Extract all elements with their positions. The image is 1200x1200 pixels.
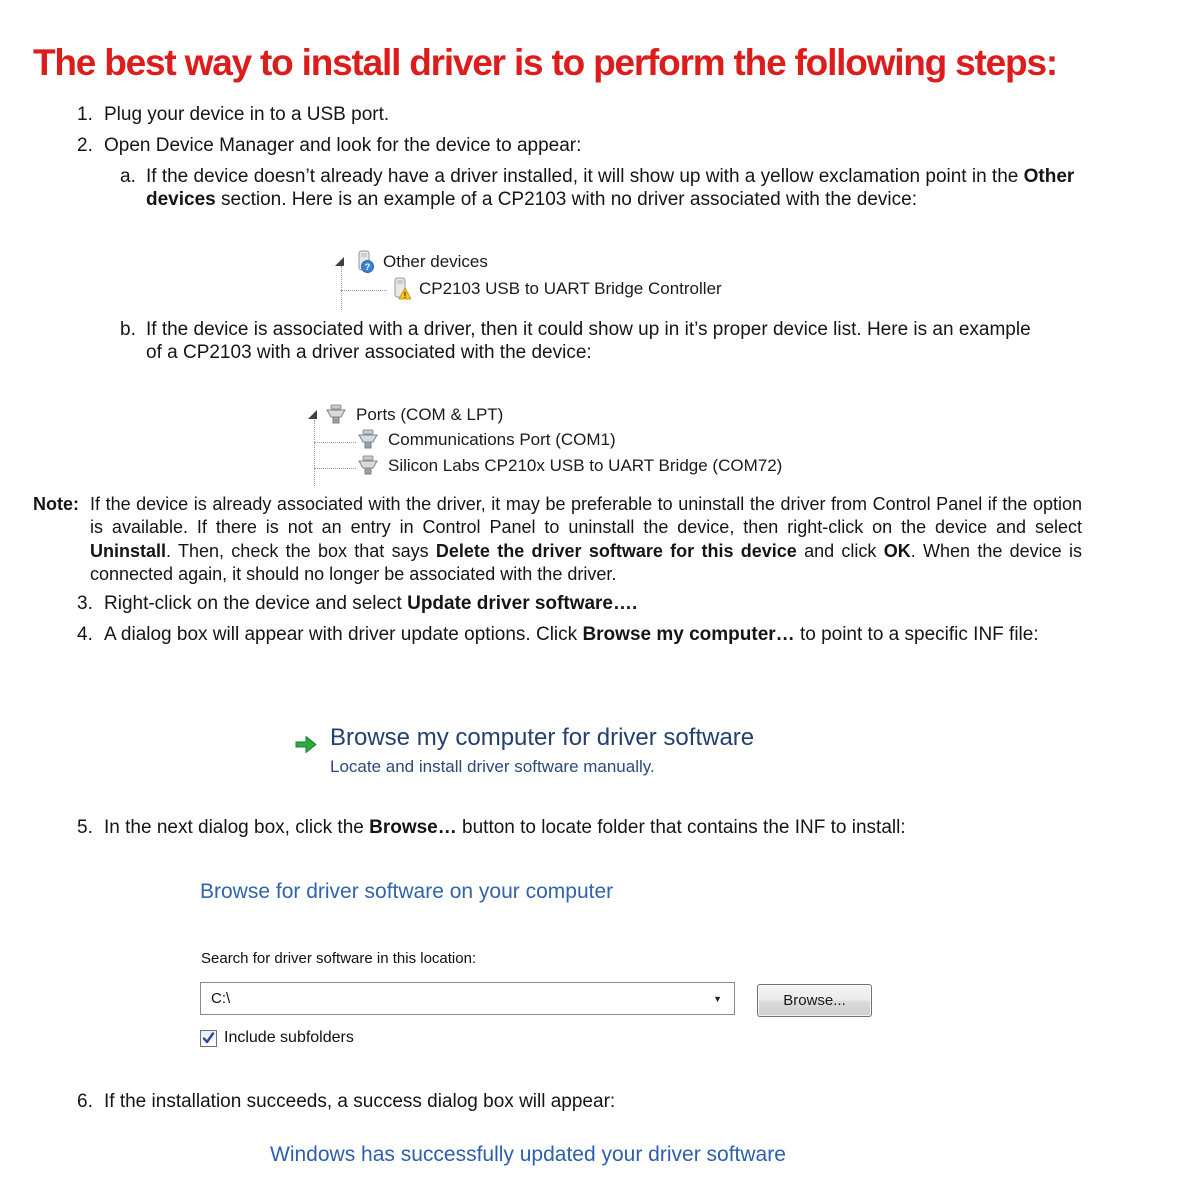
note-block [0,493,1200,587]
step-text [104,623,1084,646]
include-subfolders-label[interactable]: Include subfolders [224,1029,354,1046]
warning-device-icon [387,277,411,301]
include-subfolders-row[interactable] [200,1029,354,1047]
step-text-bold: Update driver software…. [407,593,638,614]
step-text: If the installation succeeds, a success dialog box will appear: [104,1091,616,1112]
note-text-bold: Uninstall [90,540,167,561]
step-text [104,816,1200,839]
note-text-segment: . When the device is connected again, it should no longer be associated with the driver. [90,540,1082,585]
expand-triangle-icon[interactable] [335,257,345,267]
step-text-segment: section. Here is an example of a CP2103 with no driver associated with the device: [215,189,917,211]
step-number: 6. [77,1091,93,1112]
tree-node-other-devices[interactable] [335,250,488,274]
tree-connector-line [314,420,315,486]
step-number: b. [120,319,136,340]
tree-node-label[interactable]: Communications Port (COM1) [388,430,616,449]
step-2a [0,165,1200,211]
step-text [104,592,1200,615]
serial-port-icon [356,429,380,451]
tree-node-label[interactable]: Silicon Labs CP210x USB to UART Bridge (COM72) [388,456,783,475]
green-arrow-icon [293,732,319,758]
step-text-segment: Right-click on the device and select [104,593,408,614]
step-text: Plug your device in to a USB port. [104,104,390,125]
step-6 [0,1090,1200,1113]
svg-text:?: ? [364,262,371,272]
step-text-segment: If the device doesn’t already have a driver installed, it will show up with a yellow exclamation point in the [146,166,1024,187]
serial-port-icon [324,404,348,426]
step-number: a. [120,166,136,187]
tree-node-com1[interactable] [356,429,616,451]
browse-button[interactable]: Browse... [757,984,872,1017]
step-text-segment: button to locate folder that contains the INF to install: [456,817,906,838]
step-text-bold: Other devices [146,166,1075,211]
note-text-segment: If the device is already associated with the driver, it may be preferable to uninstall the driver from Control Panel if the option is available. If there is not an entry in Control Panel to uninstall the device, then right-click on the device and select [90,494,1082,538]
step-1 [0,103,1200,126]
step-2 [0,134,1200,157]
tree-node-label[interactable]: Other devices [383,252,488,271]
step-text: Open Device Manager and look for the device to appear: [104,135,582,156]
tree-node-cp2103[interactable] [387,277,722,301]
device-tree-ports [308,402,783,488]
step-4 [0,623,1200,646]
tree-connector-line [314,442,356,443]
note-text-bold: OK [883,540,911,561]
page-title: The best way to install driver is to perform the following steps: [33,42,1057,83]
tree-node-ports[interactable] [308,404,503,426]
svg-text:!: ! [403,291,407,300]
note-body [90,493,1082,587]
include-subfolders-checkbox[interactable] [200,1030,217,1047]
step-text-segment: In the next dialog box, click the [104,817,370,838]
tree-node-label[interactable]: Ports (COM & LPT) [356,405,504,424]
serial-port-icon [356,455,380,477]
location-value[interactable]: C:\ [211,990,231,1007]
step-3 [0,592,1200,615]
step-5 [0,816,1200,839]
wizard-option-subtitle: Locate and install driver software manually. [330,757,655,776]
step-text-segment: A dialog box will appear with driver update options. Click [104,624,583,645]
chevron-down-icon[interactable]: ▼ [713,993,722,1004]
note-text-segment: and click [796,540,884,561]
expand-triangle-icon[interactable] [308,410,318,420]
step-number: 1. [77,104,93,125]
step-2b [0,318,1200,364]
tree-node-com72[interactable] [356,455,782,477]
note-text-segment: . Then, check the box that says [166,540,436,561]
step-text-bold: Browse my computer… [582,624,795,645]
success-message: Windows has successfully updated your driver software [270,1143,786,1166]
dialog-heading: Browse for driver software on your computer [200,880,614,903]
location-combobox[interactable] [200,982,735,1015]
step-text-segment: to point to a specific INF file: [794,624,1039,645]
step-number: 2. [77,135,93,156]
wizard-option-title[interactable]: Browse my computer for driver software [330,724,755,751]
unknown-device-icon [351,250,375,274]
wizard-option-browse-computer[interactable] [293,724,754,777]
tree-node-label[interactable]: CP2103 USB to UART Bridge Controller [419,279,722,298]
note-label: Note: [33,494,79,514]
step-text-bold: Browse… [369,817,457,838]
step-number: 4. [77,624,93,645]
step-text: If the device is associated with a driver, then it could show up in it’s proper device list. Here is an example of a CP2103 with a driver associated with the device: [146,319,1031,364]
checkmark-icon [202,1032,215,1045]
step-number: 5. [77,817,93,838]
tree-connector-line [314,468,356,469]
location-label: Search for driver software in this location: [201,950,477,967]
tree-connector-line [341,290,387,291]
note-text-bold: Delete the driver software for this device [435,540,797,561]
step-text [146,165,1081,211]
step-number: 3. [77,593,93,614]
device-tree-other-devices [335,248,755,308]
